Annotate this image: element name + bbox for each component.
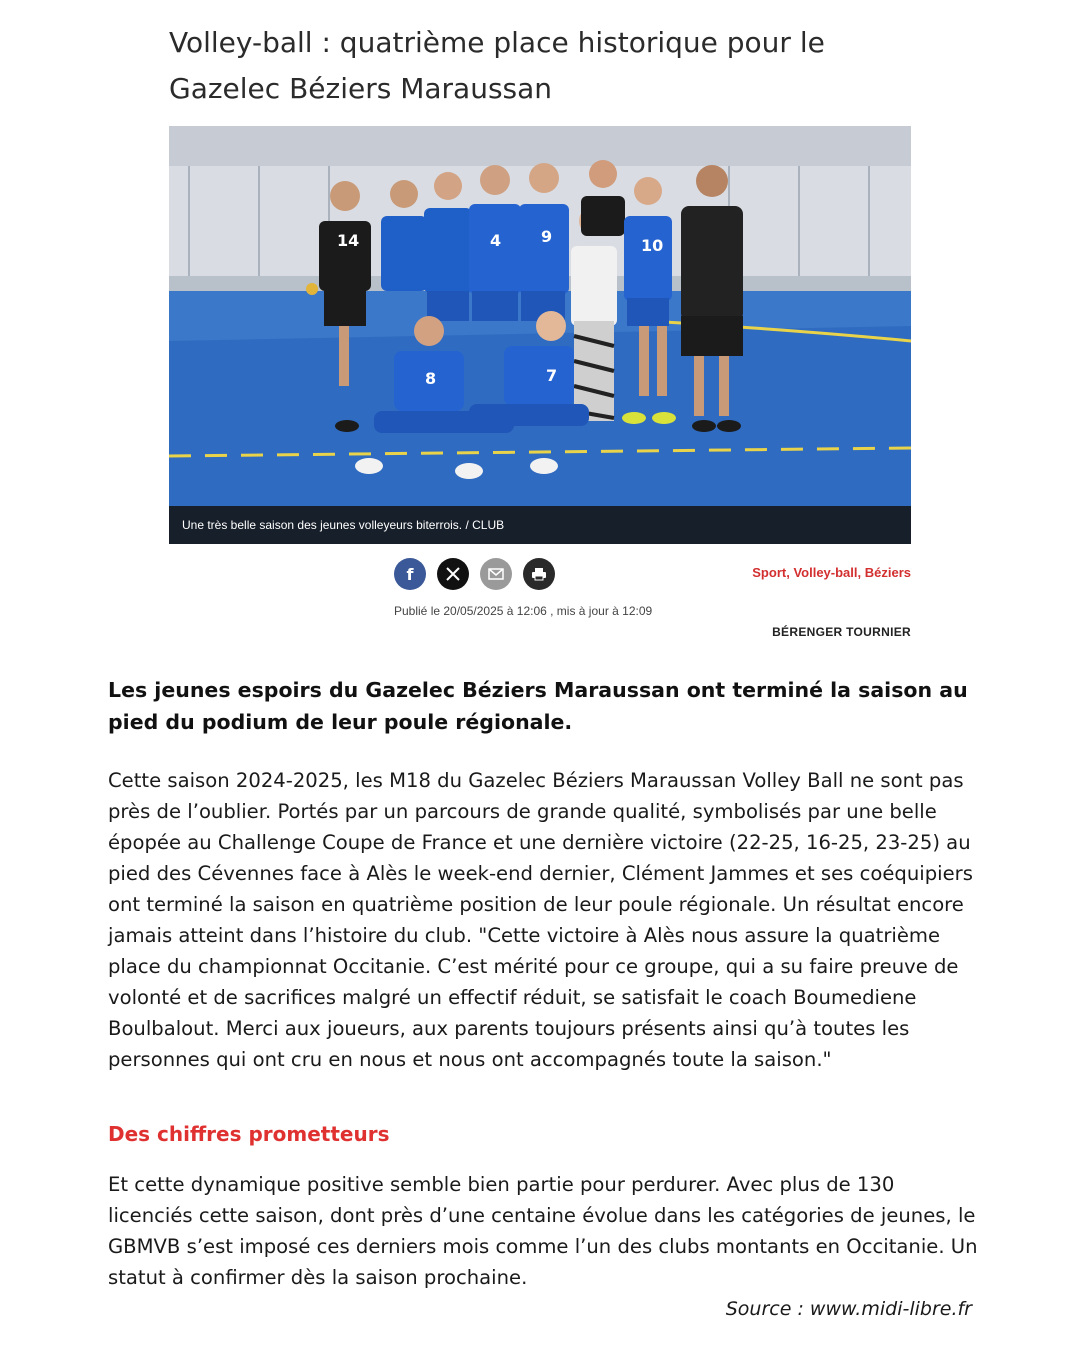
print-icon (531, 567, 547, 581)
svg-text:9: 9 (541, 227, 553, 246)
facebook-share-button[interactable] (394, 558, 426, 590)
mail-icon (488, 568, 504, 580)
share-buttons (394, 558, 555, 590)
email-share-button[interactable] (480, 558, 512, 590)
article-lead: Les jeunes espoirs du Gazelec Béziers Maraussan ont terminé la saison au pied du podium de leur poule régionale. (108, 678, 968, 734)
article-categories: Sport, Volley-ball, Béziers (752, 565, 911, 580)
facebook-icon: f (406, 564, 414, 584)
svg-text:7: 7 (546, 366, 558, 385)
svg-text:10: 10 (641, 236, 664, 255)
photo-caption: Une très belle saison des jeunes volleyeurs biterrois. / CLUB (169, 506, 911, 544)
x-icon (446, 567, 460, 581)
category-link-sport[interactable]: Sport (752, 565, 787, 580)
author-name: BÉRENGER TOURNIER (772, 625, 911, 639)
article-photo (169, 126, 911, 544)
article-paragraph: Cette saison 2024-2025, les M18 du Gazelec Béziers Maraussan Volley Ball ne sont pas près de l’oublier. Portés par un parcours de grande qualité, symbolisés par une belle épopée au Challenge Coupe de France et une dernière victoire (22-25, 16-25, 23-25) au pied des Cévennes face à Alès le week-end dernier, Clément Jammes et ses coéquipiers ont terminé la saison en quatrième position de leur poule régionale. Un résultat encore jamais atteint dans l’histoire du club. "Cette victoire à Alès nous assure la quatrième place du championnat Occitanie. C’est mérité pour ce groupe, qui a su faire preuve de volonté et de sacrifices malgré un effectif réduit, se satisfait le coach Boumediene Boulbalout. Merci aux joueurs, aux parents toujours présents ainsi qu’à toutes les personnes qui ont cru en nous et nous ont accompagnés toute la saison." (108, 769, 973, 1071)
article-subheading: Des chiffres prometteurs (108, 1122, 390, 1146)
article-title: Volley-ball : quatrième place historique pour le Gazelec Béziers Maraussan (169, 26, 825, 105)
team-photo-illustration (169, 126, 911, 544)
category-link-volley-ball[interactable]: Volley-ball (793, 565, 858, 580)
print-button[interactable] (523, 558, 555, 590)
article-paragraph: Et cette dynamique positive semble bien partie pour perdurer. Avec plus de 130 licenciés cette saison, dont près d’une centaine évolue dans les catégories de jeunes, le GBMVB s’est imposé ces derniers mois comme l’un des clubs montants en Occitanie. Un statut à confirmer dès la saison prochaine. (108, 1173, 978, 1289)
svg-text:14: 14 (337, 231, 360, 250)
svg-text:8: 8 (425, 369, 437, 388)
category-link-beziers[interactable]: Béziers (864, 565, 911, 580)
x-share-button[interactable] (437, 558, 469, 590)
source-credit: Source : www.midi-libre.fr (725, 1298, 972, 1320)
publication-date: Publié le 20/05/2025 à 12:06 , mis à jour à 12:09 (394, 604, 653, 618)
svg-text:4: 4 (490, 231, 502, 250)
